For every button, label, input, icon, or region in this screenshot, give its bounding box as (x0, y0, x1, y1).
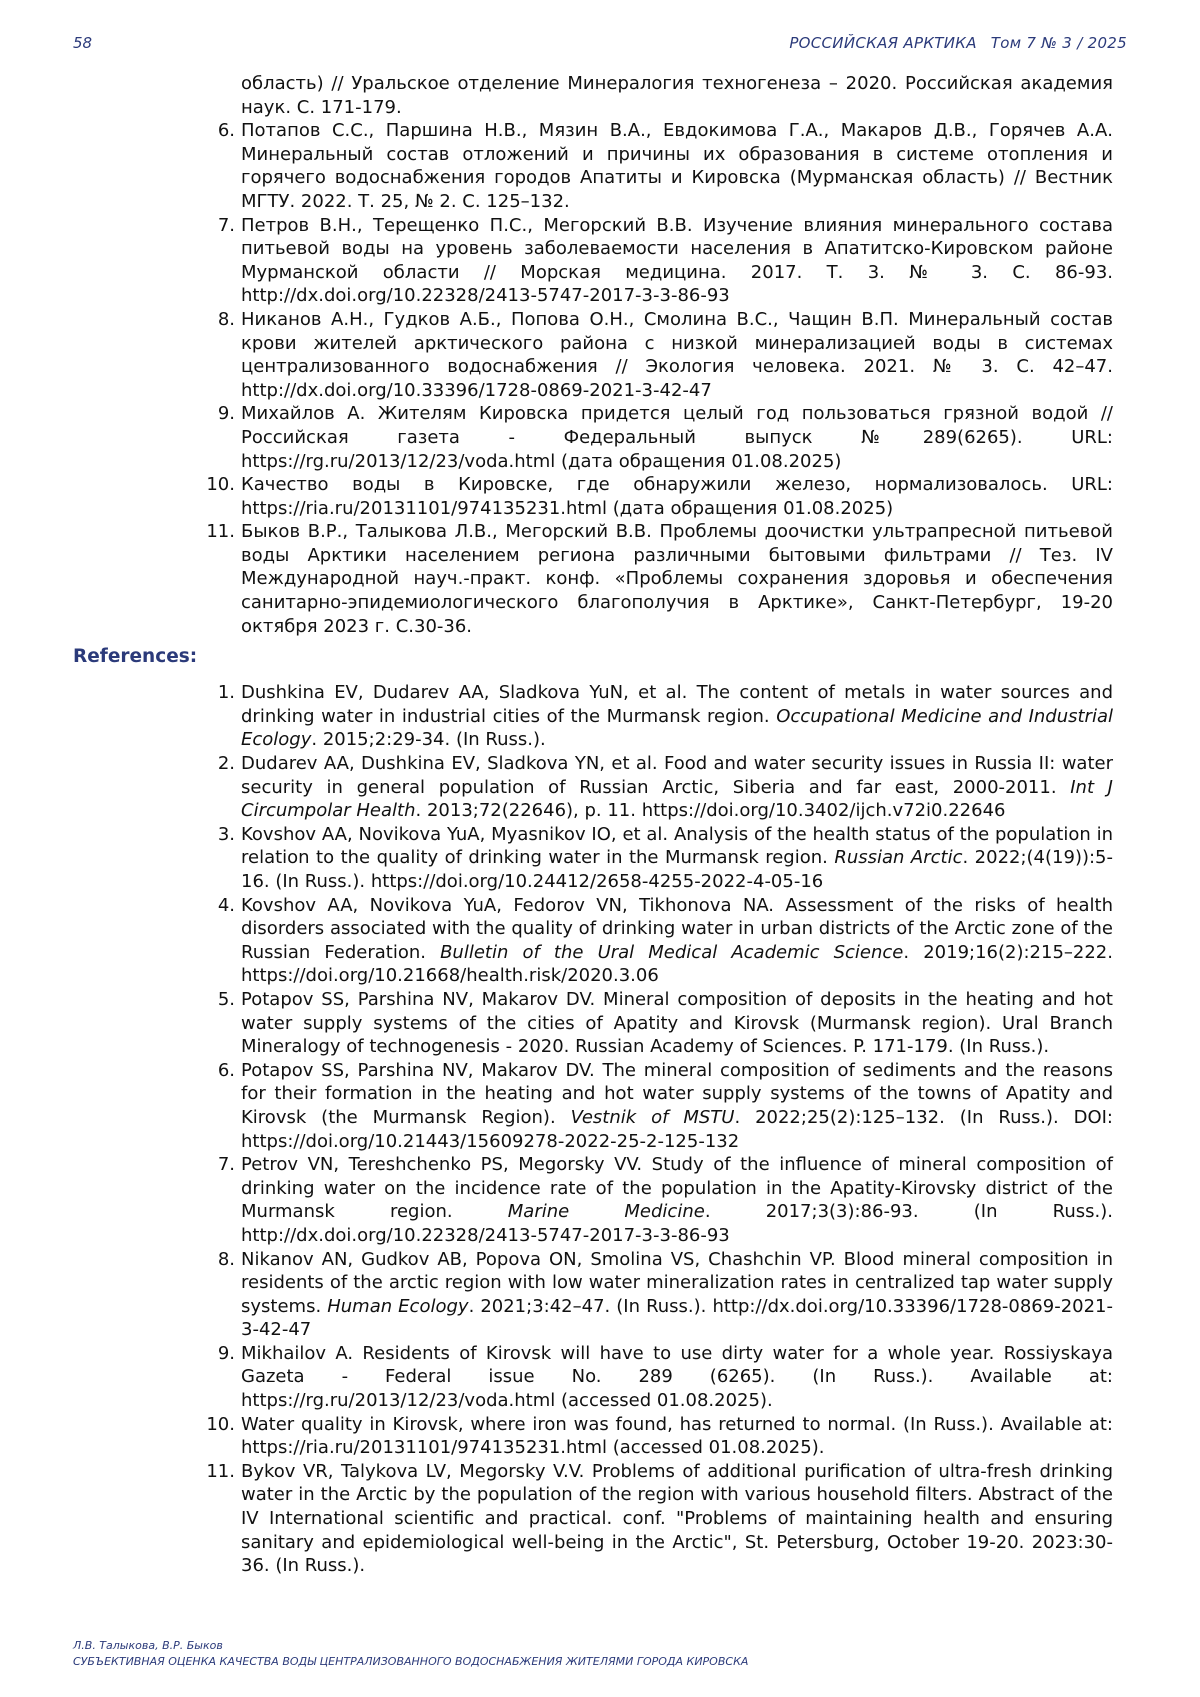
reference-number: 2. (217, 753, 235, 775)
reference-text: Потапов С.С., Паршина Н.В., Мязин В.А., Евдокимова Г.А., Макаров Д.В., Горячев А.А. Минеральный состав отложений и причины их образования в системе отопления и горячего водоснабжения городов Апатиты и Кировска (Мурманская область) // Вестник МГТУ. 2022. Т. 25, № 2. С. 125–132. (241, 120, 1113, 212)
reference-text: Kovshov AA, Novikova YuA, Myasnikov IO, et al. Analysis of the health status of the population in relation to the quality of drinking water in the Murmansk region. (241, 823, 1113, 869)
reference-number: 6. (217, 120, 235, 142)
reference-item (73, 308, 1113, 402)
page-number: 58 (73, 34, 93, 52)
reference-text: Potapov SS, Parshina NV, Makarov DV. The mineral composition of sediments and the reasons for their formation in the heating and hot water supply systems of the towns of Apatity and Kirovsk (the Murmansk Region). (241, 1059, 1113, 1128)
reference-number: 7. (217, 1154, 235, 1176)
reference-number: 11. (206, 521, 235, 543)
reference-number: 7. (217, 214, 235, 236)
page-header (73, 34, 1127, 56)
reference-tail: . 2021;3:42–47. (In Russ.). http://dx.doi.org/10.33396/1728-0869-2021-3-42-47 (241, 1295, 1113, 1341)
reference-text: Петров В.Н., Терещенко П.С., Мегорский В.В. Изучение влияния минерального состава питьевой воды на уровень заболеваемости населения в Апатитско-Кировском районе Мурманской области // Морская медицина. 2017. Т. 3. № 3. С. 86-93. http://dx.doi.org/10.22328/2413-5747-2017-3-3-86-93 (241, 214, 1113, 307)
page-content (73, 72, 1113, 1578)
reference-text: Potapov SS, Parshina NV, Makarov DV. Mineral composition of deposits in the heating and hot water supply systems of the cities of Apatity and Kirovsk (Murmansk region). Ural Branch Mineralogy of technogenesis - 2020. Russian Academy of Sciences. P. 171-179. (In Russ.). (241, 988, 1113, 1058)
reference-item (73, 1342, 1113, 1413)
journal-title (789, 34, 1127, 52)
reference-item (73, 1059, 1113, 1153)
journal-name: Occupational Medicine and Industrial Ecology (241, 705, 1113, 751)
reference-text: Water quality in Kirovsk, where iron was found, has returned to normal. (In Russ.). Available at: https://ria.ru/20131101/974135231.html (accessed 01.08.2025). (241, 1413, 1113, 1459)
reference-tail: . 2022;25(2):125–132. (In Russ.). DOI: https://doi.org/10.21443/15609278-2022-25-2-125-132 (241, 1106, 1113, 1152)
reference-number: 11. (206, 1460, 235, 1482)
journal-name: Marine Medicine (507, 1201, 705, 1223)
reference-tail: . 2015;2:29-34. (In Russ.). (311, 729, 546, 751)
reference-item (73, 894, 1113, 988)
reference-text: Bykov VR, Talykova LV, Megorsky V.V. Problems of additional purification of ultra-fresh drinking water in the Arctic by the population of the region with various household filters. Abstract of the IV International scientific and practical. conf. "Problems of maintaining health and ensuring sanitary and epidemiological well-being in the Arctic", St. Petersburg, October 19-20. 2023:30-36. (In Russ.). (241, 1460, 1113, 1577)
reference-number: 4. (217, 894, 235, 916)
reference-text: Михайлов А. Жителям Кировска придется целый год пользоваться грязной водой // Российская газета - Федеральный выпуск №289(6265). URL: https://rg.ru/2013/12/23/voda.html (дата обращения 01.08.2025) (241, 403, 1113, 472)
reference-item (73, 520, 1113, 638)
reference-text: область) // Уральское отделение Минералогия техногенеза – 2020. Российская академия наук. С. 171-179. (241, 73, 1113, 118)
reference-tail: . 2017;3(3):86-93. (In Russ.). http://dx.doi.org/10.22328/2413-5747-2017-3-3-86-93 (241, 1201, 1114, 1246)
reference-text: Mikhailov A. Residents of Kirovsk will have to use dirty water for a whole year. Rossiyskaya Gazeta - Federal issue No. 289 (6265). (In Russ.). Available at: https://rg.ru/2013/12/23/voda.html (accessed 01.08.2025). (241, 1342, 1113, 1412)
journal-name: Int J Circumpolar Health (241, 776, 1113, 822)
reference-item (73, 823, 1113, 894)
reference-item (73, 1413, 1113, 1460)
reference-item (73, 681, 1113, 752)
footer-authors: Л.В. Талыкова, В.Р. Быков (73, 1639, 223, 1652)
reference-continuation (73, 72, 1113, 119)
journal-name: РОССИЙСКАЯ АРКТИКА (789, 34, 977, 52)
journal-name: Vestnik of MSTU (570, 1106, 735, 1128)
reference-item (73, 119, 1113, 213)
reference-item (73, 1248, 1113, 1342)
russian-reference-list (73, 72, 1113, 638)
reference-number: 5. (217, 988, 235, 1010)
reference-text: Nikanov AN, Gudkov AB, Popova ON, Smolina VS, Chashchin VP. Blood mineral composition in residents of the arctic region with low water mineralization rates in centralized tap water supply systems. (241, 1248, 1113, 1317)
reference-text: Dushkina EV, Dudarev AA, Sladkova YuN, et al. The content of metals in water sources and drinking water in industrial cities of the Murmansk region. (241, 682, 1113, 727)
references-heading: References: (73, 646, 198, 668)
reference-number: 3. (217, 823, 235, 845)
reference-item (73, 1153, 1113, 1247)
reference-item (73, 402, 1113, 473)
reference-text: Petrov VN, Tereshchenko PS, Megorsky VV. Study of the influence of mineral composition of drinking water on the incidence rate of the population in the Apatity-Kirovsky district of the Murmansk region. (241, 1154, 1113, 1223)
reference-number: 6. (217, 1059, 235, 1081)
reference-item (73, 473, 1113, 520)
reference-tail: . 2013;72(22646), p. 11. https://doi.org/10.3402/ijch.v72i0.22646 (415, 800, 1006, 822)
journal-name: Human Ecology (327, 1295, 469, 1317)
reference-number: 1. (217, 682, 235, 704)
reference-number: 9. (217, 1342, 235, 1364)
footer-article-title: СУБЪЕКТИВНАЯ ОЦЕНКА КАЧЕСТВА ВОДЫ ЦЕНТРАЛИЗОВАННОГО ВОДОСНАБЖЕНИЯ ЖИТЕЛЯМИ ГОРОДА КИРОВСКА (73, 1655, 749, 1668)
reference-number: 9. (217, 403, 235, 425)
english-reference-list (73, 681, 1113, 1578)
reference-text: Никанов А.Н., Гудков А.Б., Попова О.Н., Смолина В.С., Чащин В.П. Минеральный состав крови жителей арктического района с низкой минерализацией воды в системах централизованного водоснабжения // Экология человека. 2021. № 3. С. 42–47. http://dx.doi.org/10.33396/1728-0869-2021-3-42-47 (241, 308, 1113, 401)
reference-number: 8. (217, 308, 235, 330)
journal-volume: Том 7 № 3 / 2025 (990, 34, 1127, 52)
reference-tail: . 2022;(4(19)):5-16. (In Russ.). https://doi.org/10.24412/2658-4255-2022-4-05-16 (241, 847, 1113, 892)
reference-number: 10. (206, 474, 235, 496)
reference-text: Dudarev AA, Dushkina EV, Sladkova YN, et al. Food and water security issues in Russia II: water security in general population of Russian Arctic, Siberia and far east, 2000-2011. (241, 753, 1113, 798)
reference-text: Качество воды в Кировске, где обнаружили железо, нормализовалось. URL: https://ria.ru/20131101/974135231.html (дата обращения 01.08.2025) (241, 474, 1113, 519)
reference-item (73, 752, 1113, 823)
reference-number: 10. (206, 1413, 235, 1435)
reference-item (73, 1460, 1113, 1578)
journal-name: Russian Arctic (834, 847, 963, 869)
reference-text: Kovshov AA, Novikova YuA, Fedorov VN, Tikhonova NA. Assessment of the risks of health disorders associated with the quality of drinking water in urban districts of the Arctic zone of the Russian Federation. (241, 894, 1113, 963)
reference-text: Быков В.Р., Талыкова Л.В., Мегорский В.В. Проблемы доочистки ультрапресной питьевой воды Арктики населением региона различными бытовыми фильтрами // Тез. IV Международной науч.-практ. конф. «Проблемы сохранения здоровья и обеспечения санитарно-эпидемиологического благополучия в Арктике», Санкт-Петербург, 19-20 октября 2023 г. С.30-36. (241, 521, 1113, 637)
reference-item (73, 988, 1113, 1059)
reference-number: 8. (217, 1248, 235, 1270)
reference-item (73, 214, 1113, 308)
journal-name: Bulletin of the Ural Medical Academic Science (440, 941, 904, 963)
reference-tail: . 2019;16(2):215–222. https://doi.org/10.21668/health.risk/2020.3.06 (241, 941, 1113, 987)
page-footer (73, 1638, 748, 1670)
